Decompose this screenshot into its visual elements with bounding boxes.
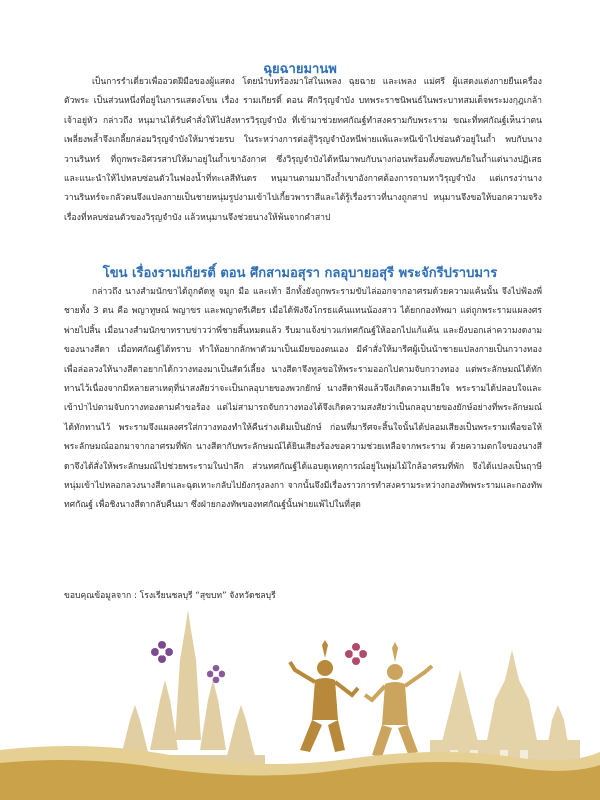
section1-paragraph: เป็นการรำเดี่ยวเพื่ออวดฝีมือของผู้แสดง โดยนำบทร้องมาใส่ในเพลง ฉุยฉาย และเพลง แม่ศรี ผู้แสดงแต่งกายยืนเครื่องตัวพระ เป็นส่วนหนึ่งที่อยู่ในการแสดงโขน เรื่อง รามเกียรติ์ ตอน ศึกวิรุญจำบัง บทพระราชนิพนธ์ในพระบาทสมเด็จพระมงกุฎเกล้าเจ้าอยู่หัว กล่าวถึง หนุมานได้รับคำสั่งให้ไปสังหารวิรุญจำบัง ที่เข้ามาช่วยทศกัณฐ์ทำสงครามกับพระราม ขณะที่ทศกัณฐ์เห็นว่าตนเพลี่ยงพล้ำจึงเกลี้ยกล่อมวิรุญจำบังให้มาช่วยรบ ในระหว่างการต่อสู้วิรุญจำบังหนีพ่ายแพ้และหนีเข้าไปซ่อนตัวอยู่ในถ้ำ พบกับนางวานรินทร์ ที่ถูกพระอิศวรสาปให้มาอยู่ในถ้ำเขาอังกาศ ซึ่งวิรุญจำบังได้หนีมาพบกับนางก่อนพร้อมตั้งขอพบภัยในถ้ำแต่นางปฏิเสธ และแนะนำให้ไปหลบซ่อนตัวในฟองน้ำที่ทะเลสีทันดร หนุมานตามมาถึงถ้ำเขาอังกาศต้องการถามหาวิรุญจำบัง แต่เกรงว่านางวานรินทร์จะกลัวตนจึงแปลงกายเป็นชายหนุ่มรูปงามเข้าไปเกี้ยวพาราสีและได้รู้เรื่องราวที่นางถูกสาป หนุมานจึงขอให้บอกความจริงเรื่องที่หลบซ่อนตัวของวิรุญจำบัง แล้วหนุมานจึงช่วยนางให้พ้นจากคำสาป <box>64 77 542 223</box>
flower-ornament-icon <box>150 640 174 664</box>
section2-title: โขน เรื่องรามเกียรติ์ ตอน ศึกสามอสุรา กลอุบายอสุรี พระจักรีปราบมาร <box>102 266 498 281</box>
khon-dancer-icon <box>365 642 432 757</box>
section1-title: ฉุยฉายมานพ <box>263 62 337 77</box>
bottom-decoration <box>0 600 600 800</box>
flower-ornament-icon <box>344 642 368 666</box>
credit-line: ขอบคุณข้อมูลจาก : โรงเรียนชลบุรี “สุขบท” จังหวัดชลบุรี <box>64 591 276 601</box>
flower-ornament-icon <box>206 664 226 684</box>
section2-paragraph: กล่าวถึง นางสำมนักขาได้ถูกตัดหู จมูก มือ และเท้า อีกทั้งยังถูกพระรามขับไล่ออกจากอาศรมด้วยความแค้นนั้น จึงไปฟ้องพี่ชายทั้ง 3 ตน คือ พญาทูษณ์ พญาขร และพญาตรีเศียร เมื่อได้ฟังจึงโกรธแค้นแทนน้องสาว ได้ยกกองทัพมา แต่ถูกพระรามแผลงศรพ่ายไปสิ้น เมื่อนางสำมนักขาทราบข่าวว่าพี่ชายสิ้นหมดแล้ว รีบมาแจ้งข่าวแก่ทศกัณฐ์ให้ออกไปแก้แค้น และยังบอกเล่าความงดงามของนางสีดา เมื่อทศกัณฐ์ได้ทราบ ทำให้อยากลักพาตัวมาเป็นเมียของตนเอง มีคำสั่งให้มารีศผู้เป็นน้าชายแปลงกายเป็นกวางทอง เพื่อล่อลวงให้นางสีดาอยากได้กวางทองมาเป็นสัตว์เลี้ยง นางสีดาจึงทูลขอให้พระรามออกไปตามจับกวางทอง แต่พระลักษมณ์ได้ทักทานไว้เนื่องจากมีหลายสาเหตุที่น่าสงสัยว่าจะเป็นกลอุบายของพวกยักษ์ นางสีดาฟังแล้วจึงเกิดความเสียใจ พระรามได้ปลอบใจและเข้าป่าไปตามจับกวางทองตามคำขอร้อง แต่ไม่สามารถจับกวางทองได้จึงเกิดความสงสัยว่าเป็นกลอุบายของยักษ์อย่างที่พระลักษมณ์ได้ทักทานไว้ พระรามจึงแผลงศรใส่กวางทองทำให้คืนร่างเดิมเป็นยักษ์ ก่อนที่มารีศจะสิ้นใจนั้นได้ปลอมเสียงเป็นพระรามเพื่อขอให้พระลักษมณ์ออกมาจากอาศรมที่พัก นางสีดากับพระลักษมณ์ได้ยินเสียงร้องขอความช่วยเหลือจากพระราม ด้วยความตกใจของนางสีดาจึงได้สั่งให้พระลักษมณ์ไปช่วยพระรามในป่าลึก ส่วนทศกัณฐ์ได้แอบดูเหตุการณ์อยู่ในพุ่มไม้ใกล้อาศรมที่พัก จึงได้แปลงเป็นฤาษีหนุ่มเข้าไปหลอกลวงนางสีดาและฉุดเหาะกลับไปยังกรุงลงกา จากนั้นจึงมีเรื่องราวการทำสงครามระหว่างกองทัพพระรามและกองทัพทศกัณฐ์ เพื่อชิงนางสีดากลับคืนมา ซึ่งฝ่ายกองทัพของทศกัณฐ์นั้นพ่ายแพ้ไปในที่สุด <box>64 287 542 511</box>
